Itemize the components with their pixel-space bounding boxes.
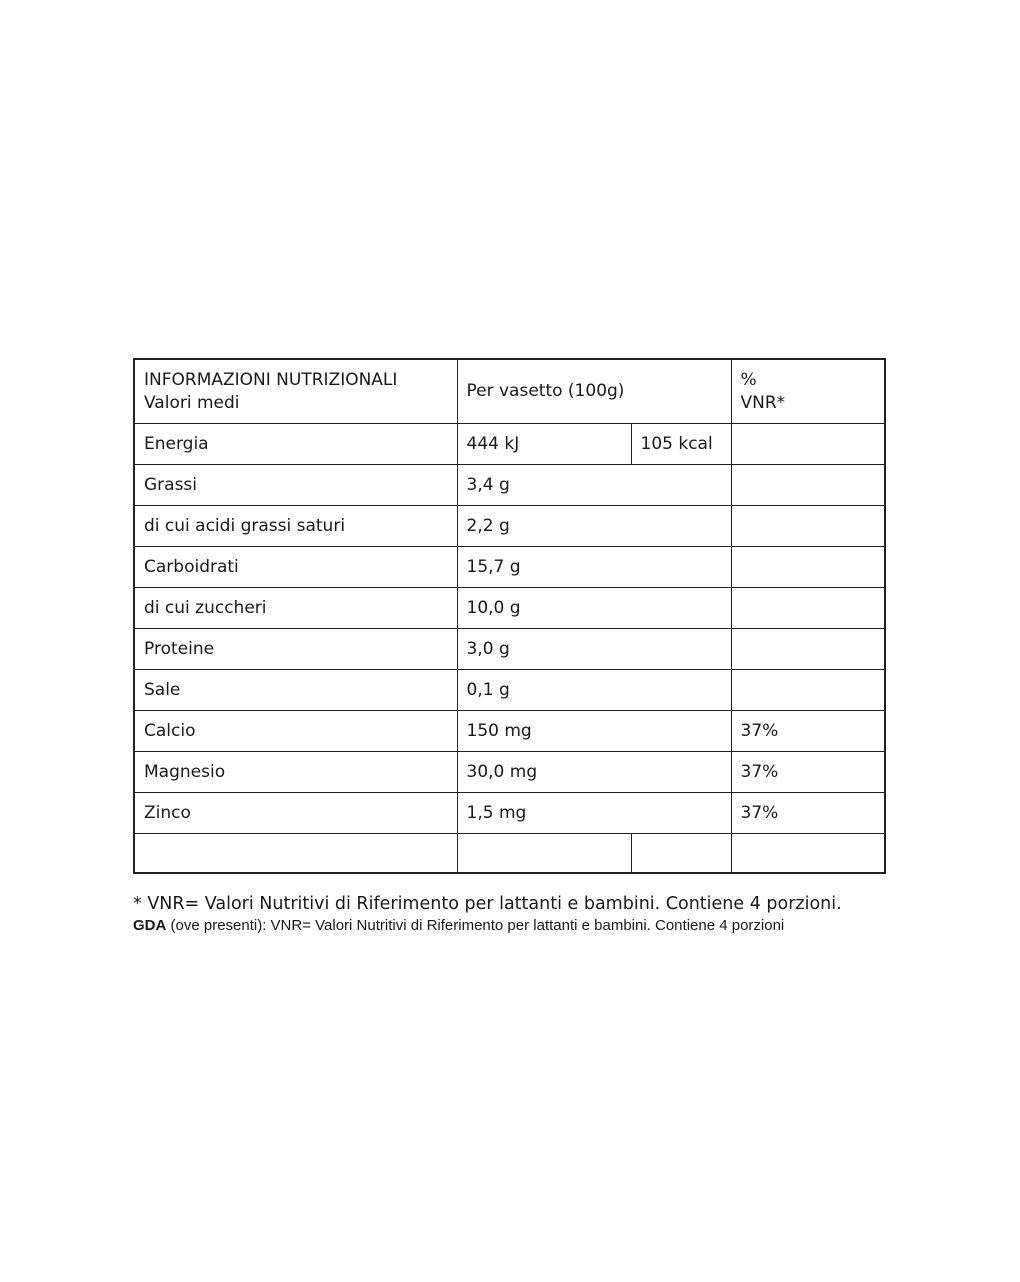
nutrient-label: Grassi: [134, 465, 457, 506]
header-vnr-label: VNR*: [740, 392, 786, 413]
nutrient-value: 1,5 mg: [457, 793, 731, 834]
table-row: [134, 506, 885, 547]
vnr-footnote: * VNR= Valori Nutritivi di Riferimento per lattanti e bambini. Contiene 4 porzioni.: [133, 894, 842, 914]
energy-kj: 444 kJ: [457, 424, 631, 465]
table-row-empty: [134, 834, 885, 874]
nutrient-label: di cui zuccheri: [134, 588, 457, 629]
nutrient-vnr: [731, 506, 885, 547]
gda-label: GDA: [133, 917, 167, 934]
table-row: [134, 670, 885, 711]
table-row-energy: [134, 424, 885, 465]
energy-label: Energia: [134, 424, 457, 465]
nutrition-table: [133, 358, 886, 874]
gda-text: (ove presenti): VNR= Valori Nutritivi di Riferimento per lattanti e bambini. Contiene 4 porzioni: [166, 917, 785, 934]
nutrient-vnr: 37%: [731, 793, 885, 834]
nutrient-value: 3,4 g: [457, 465, 731, 506]
gda-note: [133, 916, 784, 936]
table-row: [134, 793, 885, 834]
nutrient-vnr: [731, 465, 885, 506]
table-header-row: [134, 359, 885, 424]
header-vnr-percent: %: [740, 369, 757, 390]
nutrient-value: 10,0 g: [457, 588, 731, 629]
header-per-serving: Per vasetto (100g): [457, 359, 731, 424]
nutrient-value: 150 mg: [457, 711, 731, 752]
header-title-cell: [134, 359, 457, 424]
nutrient-vnr: 37%: [731, 752, 885, 793]
nutrient-label: Magnesio: [134, 752, 457, 793]
empty-cell: [457, 834, 631, 874]
nutrient-label: Carboidrati: [134, 547, 457, 588]
table-row: [134, 588, 885, 629]
nutrient-vnr: [731, 547, 885, 588]
table-row: [134, 629, 885, 670]
nutrient-value: 3,0 g: [457, 629, 731, 670]
energy-kcal: 105 kcal: [631, 424, 731, 465]
table-subtitle: Valori medi: [144, 392, 240, 413]
nutrient-value: 2,2 g: [457, 506, 731, 547]
empty-cell: [631, 834, 731, 874]
nutrient-vnr: [731, 588, 885, 629]
nutrient-label: Sale: [134, 670, 457, 711]
nutrient-label: Proteine: [134, 629, 457, 670]
nutrient-value: 30,0 mg: [457, 752, 731, 793]
nutrient-label: Zinco: [134, 793, 457, 834]
table-row: [134, 752, 885, 793]
table-row: [134, 547, 885, 588]
nutrient-label: Calcio: [134, 711, 457, 752]
nutrient-vnr: [731, 670, 885, 711]
empty-cell: [731, 834, 885, 874]
nutrient-value: 0,1 g: [457, 670, 731, 711]
nutrient-vnr: 37%: [731, 711, 885, 752]
energy-vnr: [731, 424, 885, 465]
nutrient-vnr: [731, 629, 885, 670]
table-row: [134, 711, 885, 752]
nutrient-label: di cui acidi grassi saturi: [134, 506, 457, 547]
nutrient-value: 15,7 g: [457, 547, 731, 588]
empty-cell: [134, 834, 457, 874]
header-vnr-cell: [731, 359, 885, 424]
table-row: [134, 465, 885, 506]
table-title: INFORMAZIONI NUTRIZIONALI: [144, 369, 398, 390]
